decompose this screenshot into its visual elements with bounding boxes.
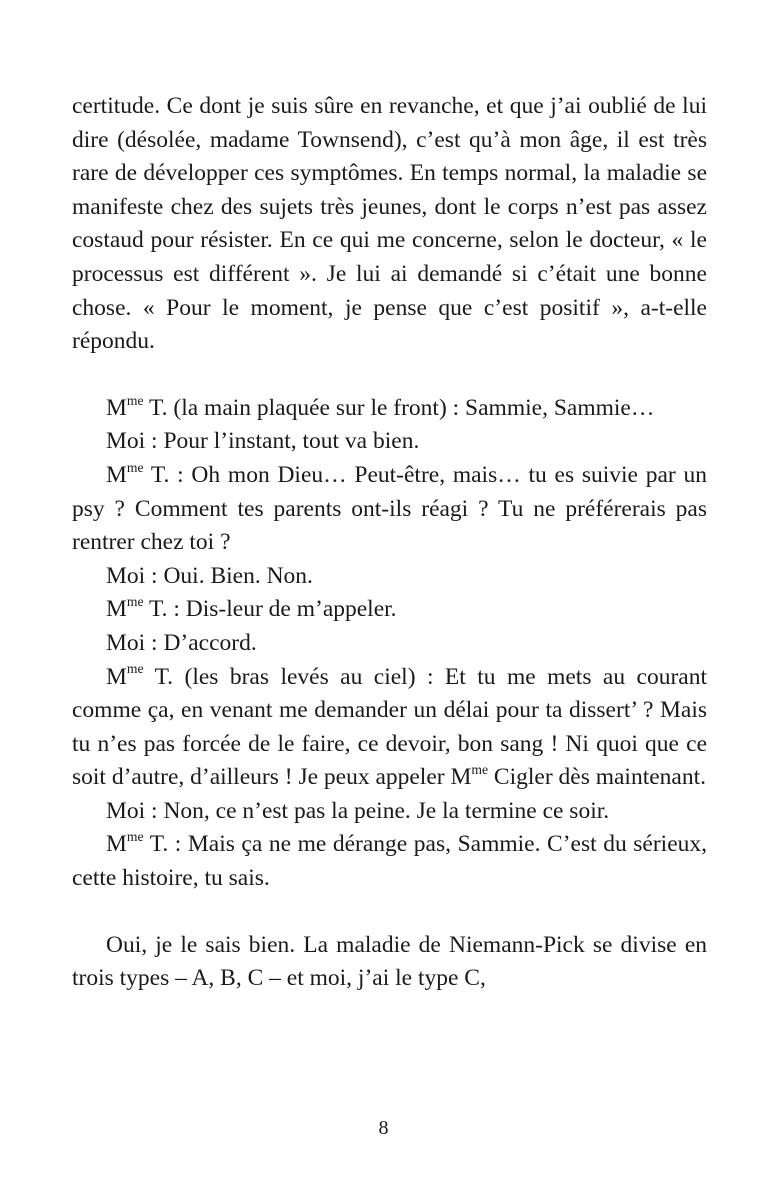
dialogue-line: Moi : Pour l’instant, tout va bien. <box>106 428 420 455</box>
dialogue-line: $M^{me}$ T. : Dis-leur de m’appeler. <box>106 594 397 623</box>
dialogue-line: $M^{me}$ T. : Oh mon Dieu… Peut-être, mais… tu es suivie par un psy ? Comment tes parents ont-ils réagi ? Tu ne préférerais pas rentrer chez toi ? <box>72 459 707 556</box>
page-number: 8 <box>378 1117 389 1139</box>
dialogue-line: $M^{me}$ T. : Mais ça ne me dérange pas, Sammie. C’est du sérieux, cette histoire, tu sais. <box>72 829 707 892</box>
dialogue-line: $M^{me}$ T. (la main plaquée sur le front) : Sammie, Sammie… <box>106 392 655 421</box>
dialogue-line: Moi : Oui. Bien. Non. <box>106 562 313 589</box>
page-body <box>72 90 707 996</box>
dialogue-line: $M^{me}$ T. (les bras levés au ciel) : Et tu me mets au courant comme ça, en venant me demander un délai pour ta dissert’ ? Mais tu n’es pas forcée de le faire, ce devoir, bon sang ! Ni quoi que ce soit d’autre, d’ailleurs ! Je peux appeler $M^{me}$ Cigler dès maintenant. <box>72 661 707 791</box>
dialogue-line: Moi : Non, ce n’est pas la peine. Je la termine ce soir. <box>106 797 610 824</box>
paragraph-gap <box>72 359 707 392</box>
dialogue-line: Moi : D’accord. <box>106 629 257 656</box>
narrative-paragraph: Oui, je le sais bien. La maladie de Niemann-Pick se divise en trois types – A, B, C – et moi, j’ai le type C, <box>72 931 707 992</box>
paragraph-gap <box>72 896 707 929</box>
narrative-paragraph: certitude. Ce dont je suis sûre en revanche, et que j’ai oublié de lui dire (désolée, madame Townsend), c’est qu’à mon âge, il est très rare de développer ces symptômes. En temps normal, la maladie se manifeste chez des sujets très jeunes, dont le corps n’est pas assez costaud pour résister. En ce qui me concerne, selon le docteur, « le processus est différent ». Je lui ai demandé si c’était une bonne chose. « Pour le moment, je pense que c’est positif », a-t-elle répondu. <box>72 93 707 355</box>
